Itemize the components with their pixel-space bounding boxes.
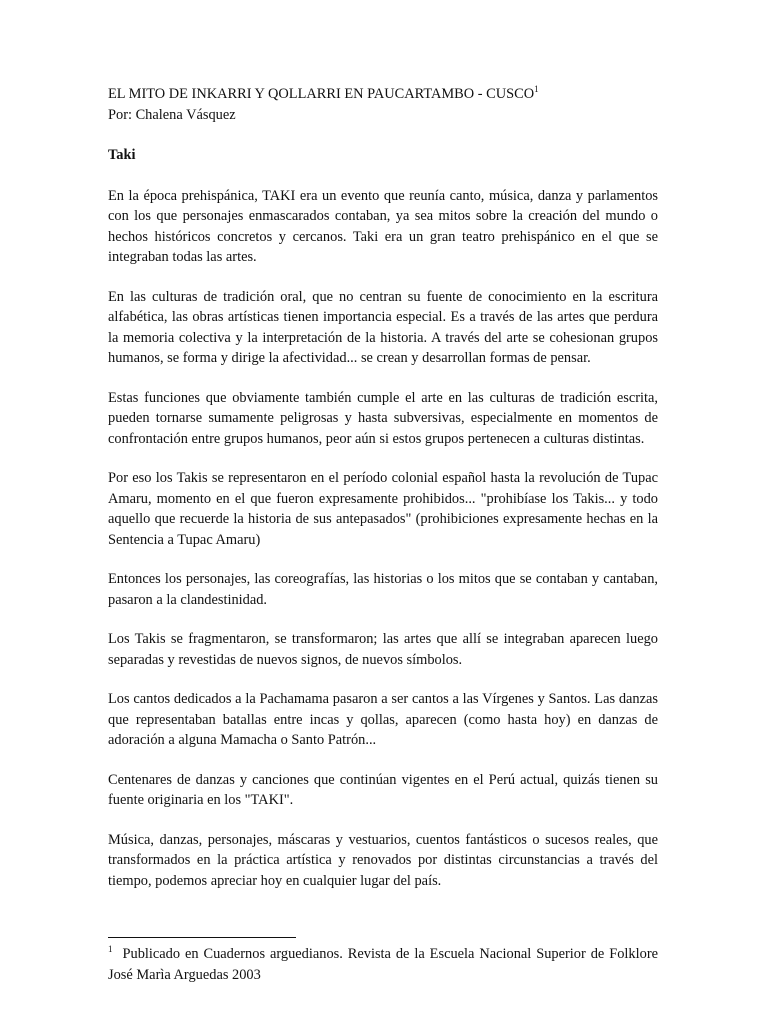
paragraph-8: Centenares de danzas y canciones que continúan vigentes en el Perú actual, quizás tienen su fuente originaria en los "TAKI".	[108, 771, 658, 808]
document-body	[108, 84, 658, 910]
footnote	[108, 944, 658, 985]
paragraph-9: Música, danzas, personajes, máscaras y vestuarios, cuentos fantásticos o sucesos reales, que transformados en la práctica artística y renovados por distintas circunstancias a través del tiempo, podemos apreciar hoy en cualquier lugar del país.	[108, 831, 658, 889]
document-title	[108, 84, 658, 105]
paragraph-3: Estas funciones que obviamente también cumple el arte en las culturas de tradición escrita, pueden tornarse sumamente peligrosas y hasta subversivas, especialmente en momentos de confrontación entre grupos humanos, peor aún si estos grupos pertenecen a culturas distintas.	[108, 389, 658, 447]
footnote-marker: 1	[108, 944, 113, 954]
footnote-divider	[108, 937, 296, 938]
paragraph-5: Entonces los personajes, las coreografías, las historias o los mitos que se contaban y cantaban, pasaron a la clandestinidad.	[108, 571, 658, 608]
section-heading: Taki	[108, 147, 136, 163]
paragraph-7: Los cantos dedicados a la Pachamama pasaron a ser cantos a las Vírgenes y Santos. Las danzas que representaban batallas entre incas y qollas, aparecen (como hasta hoy) en danzas de adoración a alguna Mamacha o Santo Patrón...	[108, 691, 658, 748]
footnote-text: Publicado en Cuadernos arguedianos. Revista de la Escuela Nacional Superior de Folklore José Marìa Arguedas 2003	[108, 946, 658, 983]
title-text: EL MITO DE INKARRI Y QOLLARRI EN PAUCARTAMBO - CUSCO	[108, 86, 535, 102]
author-line: Por: Chalena Vásquez	[108, 106, 236, 123]
footnote-ref-marker: 1	[534, 84, 539, 94]
paragraph-4: Por eso los Takis se representaron en el período colonial español hasta la revolución de Tupac Amaru, momento en el que fueron expresamente prohibidos... "prohibíase los Takis... y todo aquello que recuerde la historia de sus antepasados" (prohibiciones expresamente hechas en la Sentencia a Tupac Amaru)	[108, 470, 658, 548]
paragraph-6: Los Takis se fragmentaron, se transformaron; las artes que allí se integraban aparecen luego separadas y revestidas de nuevos signos, de nuevos símbolos.	[108, 631, 658, 668]
paragraph-2: En las culturas de tradición oral, que no centran su fuente de conocimiento en la escritura alfabética, las obras artísticas tienen importancia especial. Es a través de las artes que perdura la memoria colectiva y la interpretación de la historia. A través del arte se cohesionan grupos humanos, se forma y dirige la afectividad... se crean y desarrollan formas de pensar.	[108, 288, 658, 366]
paragraph-1: En la época prehispánica, TAKI era un evento que reunía canto, música, danza y parlamentos con los que personajes enmascarados contaban, ya sea mitos sobre la creación del mundo o hechos históricos concretos y cercanos. Taki era un gran teatro prehispánico en el que se integraban todas las artes.	[108, 187, 658, 265]
